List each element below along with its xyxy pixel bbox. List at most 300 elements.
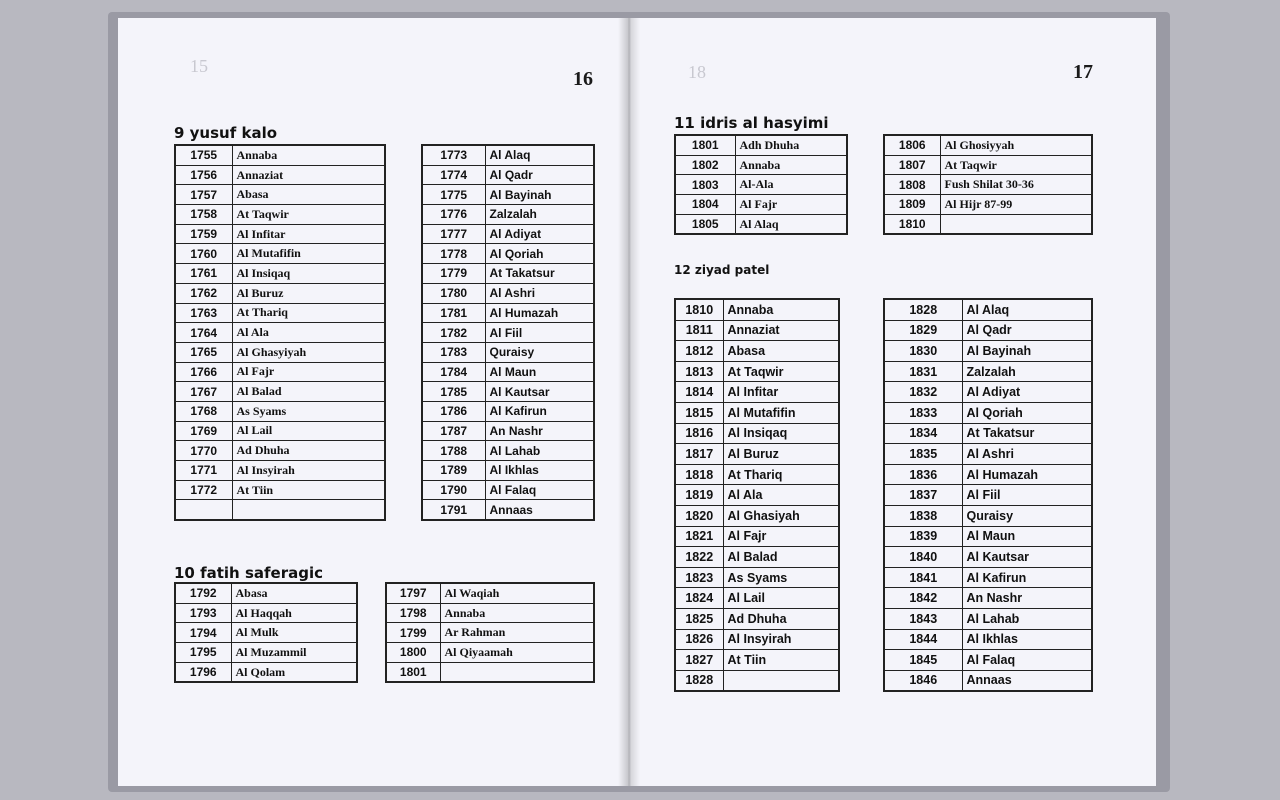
entry-number: 1765: [175, 342, 232, 362]
surah-name: Al Adiyat: [485, 224, 594, 244]
entry-number: 1792: [175, 583, 231, 603]
table-row: [386, 583, 594, 603]
entry-number: 1814: [675, 382, 723, 403]
table-row: [422, 441, 594, 461]
table-row: [175, 643, 357, 663]
table-row: [884, 214, 1092, 234]
table-row: [884, 175, 1092, 195]
entry-number: 1799: [386, 623, 440, 643]
surah-name: Quraisy: [485, 342, 594, 362]
surah-name: Al Ikhlas: [962, 629, 1092, 650]
entry-number: 1780: [422, 283, 485, 303]
table-row: [386, 623, 594, 643]
entry-number: 1828: [675, 670, 723, 691]
entry-number: 1796: [175, 662, 231, 682]
entry-number: 1807: [884, 155, 940, 175]
surah-name: At Tiin: [723, 650, 839, 671]
table-row: [386, 643, 594, 663]
table-row: [675, 214, 847, 234]
table-row: [175, 224, 385, 244]
table-row: [675, 320, 839, 341]
table-row: [175, 500, 385, 520]
table-row: [422, 323, 594, 343]
table-row: [884, 629, 1092, 650]
table-row: [675, 485, 839, 506]
entry-number: 1821: [675, 526, 723, 547]
surah-name: Al Hijr 87-99: [940, 195, 1092, 215]
surah-name: [440, 662, 594, 682]
entry-number: 1805: [675, 214, 735, 234]
table-row: [884, 135, 1092, 155]
table-row: [884, 341, 1092, 362]
surah-name: An Nashr: [962, 588, 1092, 609]
surah-name: As Syams: [723, 567, 839, 588]
table-row: [675, 505, 839, 526]
surah-name: Al Buruz: [232, 283, 385, 303]
entry-number: 1789: [422, 461, 485, 481]
table-row: [884, 608, 1092, 629]
table-row: [675, 629, 839, 650]
surah-name: Al Infitar: [232, 224, 385, 244]
entry-number: 1844: [884, 629, 962, 650]
surah-name: Al Lahab: [962, 608, 1092, 629]
surah-name: Abasa: [232, 185, 385, 205]
entry-number: 1808: [884, 175, 940, 195]
surah-name: Al Kafirun: [485, 401, 594, 421]
surah-name: [232, 500, 385, 520]
entry-number: 1794: [175, 623, 231, 643]
entry-number: 1832: [884, 382, 962, 403]
surah-name: Quraisy: [962, 505, 1092, 526]
surah-name: Al Mulk: [231, 623, 357, 643]
table-row: [422, 500, 594, 520]
surah-name: Al Haqqah: [231, 603, 357, 623]
table-row: [675, 175, 847, 195]
surah-name: Al Maun: [485, 362, 594, 382]
entry-number: 1810: [884, 214, 940, 234]
table-row: [884, 526, 1092, 547]
entry-number: 1782: [422, 323, 485, 343]
entry-number: 1797: [386, 583, 440, 603]
entry-number: 1795: [175, 643, 231, 663]
surah-name: Al Kautsar: [485, 382, 594, 402]
entry-number: 1812: [675, 341, 723, 362]
surah-name: Annaba: [232, 145, 385, 165]
surah-name: Al Balad: [723, 547, 839, 568]
entry-number: 1783: [422, 342, 485, 362]
entry-number: 1823: [675, 567, 723, 588]
entry-number: 1787: [422, 421, 485, 441]
table-row: [884, 505, 1092, 526]
table-row: [675, 382, 839, 403]
entry-number: 1819: [675, 485, 723, 506]
table-row: [175, 401, 385, 421]
table-row: [175, 421, 385, 441]
surah-name: Fush Shilat 30-36: [940, 175, 1092, 195]
table-row: [675, 135, 847, 155]
table-row: [884, 320, 1092, 341]
table-row: [175, 145, 385, 165]
surah-name: At Taqwir: [723, 361, 839, 382]
entry-number: 1761: [175, 264, 232, 284]
surah-name: Al Qadr: [962, 320, 1092, 341]
surah-name: Annaziat: [723, 320, 839, 341]
surah-name: Al Bayinah: [962, 341, 1092, 362]
table-row: [175, 662, 357, 682]
table-row: [884, 423, 1092, 444]
surah-name: Al Ghasiyah: [723, 505, 839, 526]
table-row: [884, 299, 1092, 320]
table-row: [884, 155, 1092, 175]
page-number-left: 16: [573, 68, 593, 90]
ghost-page-number-right: 18: [688, 62, 706, 82]
table-row: [675, 361, 839, 382]
entry-number: 1788: [422, 441, 485, 461]
table-row: [675, 423, 839, 444]
table-row: [884, 670, 1092, 691]
surah-name: Al Fiil: [962, 485, 1092, 506]
surah-name: Al Buruz: [723, 444, 839, 465]
table-row: [422, 283, 594, 303]
entry-number: 1811: [675, 320, 723, 341]
section-10-table-a: [174, 582, 358, 683]
surah-name: Zalzalah: [962, 361, 1092, 382]
entry-number: 1827: [675, 650, 723, 671]
entry-number: 1846: [884, 670, 962, 691]
table-row: [422, 461, 594, 481]
table-row: [386, 662, 594, 682]
surah-name: Al Fajr: [723, 526, 839, 547]
surah-name: Al Alaq: [735, 214, 847, 234]
surah-name: Al Insiqaq: [232, 264, 385, 284]
table-row: [675, 650, 839, 671]
table-row: [175, 244, 385, 264]
entry-number: 1785: [422, 382, 485, 402]
surah-name: Al Ghasyiyah: [232, 342, 385, 362]
entry-number: 1815: [675, 402, 723, 423]
entry-number: 1781: [422, 303, 485, 323]
entry-number: 1842: [884, 588, 962, 609]
entry-number: 1779: [422, 264, 485, 284]
table-row: [175, 362, 385, 382]
surah-name: At Taqwir: [940, 155, 1092, 175]
entry-number: 1803: [675, 175, 735, 195]
entry-number: 1829: [884, 320, 962, 341]
surah-name: Annaas: [485, 500, 594, 520]
surah-name: Al Humazah: [485, 303, 594, 323]
surah-name: Al Insyirah: [232, 461, 385, 481]
table-row: [422, 205, 594, 225]
table-row: [675, 299, 839, 320]
surah-name: Al Qiyaamah: [440, 643, 594, 663]
surah-name: Al Kautsar: [962, 547, 1092, 568]
entry-number: 1820: [675, 505, 723, 526]
table-row: [884, 547, 1092, 568]
entry-number: 1774: [422, 165, 485, 185]
surah-name: Al Alaq: [962, 299, 1092, 320]
surah-name: At Takatsur: [485, 264, 594, 284]
surah-name: Al Ashri: [962, 444, 1092, 465]
entry-number: 1798: [386, 603, 440, 623]
entry-number: 1825: [675, 608, 723, 629]
surah-name: Al Fajr: [735, 195, 847, 215]
entry-number: 1817: [675, 444, 723, 465]
entry-number: 1838: [884, 505, 962, 526]
entry-number: 1763: [175, 303, 232, 323]
entry-number: 1822: [675, 547, 723, 568]
entry-number: 1836: [884, 464, 962, 485]
surah-name: Abasa: [723, 341, 839, 362]
entry-number: 1758: [175, 205, 232, 225]
surah-name: Al Insyirah: [723, 629, 839, 650]
entry-number: 1768: [175, 401, 232, 421]
entry-number: 1810: [675, 299, 723, 320]
surah-name: Al Muzammil: [231, 643, 357, 663]
entry-number: 1833: [884, 402, 962, 423]
entry-number: 1791: [422, 500, 485, 520]
table-row: [422, 165, 594, 185]
surah-name: Zalzalah: [485, 205, 594, 225]
table-row: [175, 185, 385, 205]
table-row: [422, 264, 594, 284]
table-row: [175, 441, 385, 461]
table-row: [422, 224, 594, 244]
table-row: [422, 342, 594, 362]
surah-name: At Taqwir: [232, 205, 385, 225]
table-row: [675, 670, 839, 691]
table-row: [675, 155, 847, 175]
entry-number: 1777: [422, 224, 485, 244]
entry-number: 1766: [175, 362, 232, 382]
entry-number: 1778: [422, 244, 485, 264]
surah-name: Al Falaq: [485, 480, 594, 500]
entry-number: 1756: [175, 165, 232, 185]
table-row: [675, 464, 839, 485]
table-row: [884, 464, 1092, 485]
entry-number: 1835: [884, 444, 962, 465]
table-row: [175, 303, 385, 323]
entry-number: 1840: [884, 547, 962, 568]
table-row: [422, 401, 594, 421]
surah-name: Al Balad: [232, 382, 385, 402]
table-row: [175, 583, 357, 603]
surah-name: At Takatsur: [962, 423, 1092, 444]
table-row: [675, 567, 839, 588]
surah-name: Adh Dhuha: [735, 135, 847, 155]
table-row: [175, 165, 385, 185]
table-row: [675, 608, 839, 629]
table-row: [175, 480, 385, 500]
surah-name: Al Ashri: [485, 283, 594, 303]
surah-name: Al Lail: [723, 588, 839, 609]
entry-number: 1824: [675, 588, 723, 609]
table-row: [884, 485, 1092, 506]
surah-name: Al Ala: [232, 323, 385, 343]
entry-number: 1771: [175, 461, 232, 481]
table-row: [675, 402, 839, 423]
entry-number: 1839: [884, 526, 962, 547]
surah-name: Annaziat: [232, 165, 385, 185]
section-9-table-a: [174, 144, 386, 521]
surah-name: Annaba: [735, 155, 847, 175]
entry-number: 1809: [884, 195, 940, 215]
entry-number: 1772: [175, 480, 232, 500]
table-row: [675, 588, 839, 609]
surah-name: [940, 214, 1092, 234]
table-row: [884, 444, 1092, 465]
section-12-title: 12 ziyad patel: [674, 263, 770, 277]
entry-number: 1843: [884, 608, 962, 629]
ghost-page-number-left: 15: [190, 56, 208, 76]
table-row: [175, 382, 385, 402]
section-11-title: 11 idris al hasyimi: [674, 114, 829, 132]
surah-name: At Thariq: [723, 464, 839, 485]
entry-number: 1834: [884, 423, 962, 444]
surah-name: [723, 670, 839, 691]
section-9-table-b: [421, 144, 595, 521]
table-row: [175, 283, 385, 303]
table-row: [175, 603, 357, 623]
table-row: [675, 341, 839, 362]
entry-number: 1806: [884, 135, 940, 155]
entry-number: 1830: [884, 341, 962, 362]
entry-number: 1767: [175, 382, 232, 402]
table-row: [422, 421, 594, 441]
entry-number: 1845: [884, 650, 962, 671]
entry-number: 1790: [422, 480, 485, 500]
entry-number: 1841: [884, 567, 962, 588]
entry-number: 1769: [175, 421, 232, 441]
surah-name: Al Insiqaq: [723, 423, 839, 444]
section-9-title: 9 yusuf kalo: [174, 124, 278, 142]
entry-number: 1804: [675, 195, 735, 215]
surah-name: Ad Dhuha: [723, 608, 839, 629]
entry-number: 1801: [675, 135, 735, 155]
table-row: [422, 303, 594, 323]
table-row: [675, 444, 839, 465]
surah-name: An Nashr: [485, 421, 594, 441]
table-row: [386, 603, 594, 623]
table-row: [884, 650, 1092, 671]
table-row: [884, 382, 1092, 403]
entry-number: 1775: [422, 185, 485, 205]
surah-name: Annaas: [962, 670, 1092, 691]
book-gutter: [618, 18, 640, 786]
entry-number: 1770: [175, 441, 232, 461]
table-row: [175, 623, 357, 643]
table-row: [175, 461, 385, 481]
entry-number: 1755: [175, 145, 232, 165]
surah-name: Al Ala: [723, 485, 839, 506]
table-row: [422, 362, 594, 382]
surah-name: Al Fajr: [232, 362, 385, 382]
entry-number: 1818: [675, 464, 723, 485]
surah-name: Al Adiyat: [962, 382, 1092, 403]
table-row: [175, 342, 385, 362]
table-row: [175, 264, 385, 284]
surah-name: At Tiin: [232, 480, 385, 500]
table-row: [422, 480, 594, 500]
entry-number: 1760: [175, 244, 232, 264]
table-row: [422, 145, 594, 165]
entry-number: 1800: [386, 643, 440, 663]
entry-number: 1802: [675, 155, 735, 175]
surah-name: Al Qoriah: [485, 244, 594, 264]
surah-name: Al Fiil: [485, 323, 594, 343]
section-12-table-b: [883, 298, 1093, 692]
surah-name: Al Ghosiyyah: [940, 135, 1092, 155]
section-11-table-a: [674, 134, 848, 235]
surah-name: Al Kafirun: [962, 567, 1092, 588]
entry-number: 1784: [422, 362, 485, 382]
page-number-right: 17: [1073, 61, 1093, 83]
table-row: [422, 244, 594, 264]
table-row: [175, 205, 385, 225]
surah-name: Al Qoriah: [962, 402, 1092, 423]
surah-name: Al Lahab: [485, 441, 594, 461]
entry-number: 1801: [386, 662, 440, 682]
entry-number: [175, 500, 232, 520]
section-12-table-a: [674, 298, 840, 692]
surah-name: Al Falaq: [962, 650, 1092, 671]
surah-name: Annaba: [723, 299, 839, 320]
surah-name: Abasa: [231, 583, 357, 603]
surah-name: Al Mutafifin: [723, 402, 839, 423]
table-row: [884, 402, 1092, 423]
entry-number: 1826: [675, 629, 723, 650]
table-row: [675, 195, 847, 215]
table-row: [175, 323, 385, 343]
surah-name: Al Lail: [232, 421, 385, 441]
entry-number: 1759: [175, 224, 232, 244]
table-row: [675, 547, 839, 568]
surah-name: Ad Dhuha: [232, 441, 385, 461]
surah-name: Al Humazah: [962, 464, 1092, 485]
section-10-table-b: [385, 582, 595, 683]
entry-number: 1773: [422, 145, 485, 165]
surah-name: Ar Rahman: [440, 623, 594, 643]
table-row: [884, 588, 1092, 609]
entry-number: 1762: [175, 283, 232, 303]
entry-number: 1837: [884, 485, 962, 506]
table-row: [675, 526, 839, 547]
surah-name: As Syams: [232, 401, 385, 421]
entry-number: 1786: [422, 401, 485, 421]
entry-number: 1831: [884, 361, 962, 382]
entry-number: 1828: [884, 299, 962, 320]
entry-number: 1813: [675, 361, 723, 382]
table-row: [884, 195, 1092, 215]
surah-name: Al Qolam: [231, 662, 357, 682]
entry-number: 1764: [175, 323, 232, 343]
table-row: [884, 567, 1092, 588]
surah-name: Al Maun: [962, 526, 1092, 547]
table-row: [884, 361, 1092, 382]
entry-number: 1776: [422, 205, 485, 225]
surah-name: Annaba: [440, 603, 594, 623]
entry-number: 1757: [175, 185, 232, 205]
table-row: [422, 185, 594, 205]
entry-number: 1793: [175, 603, 231, 623]
surah-name: Al Bayinah: [485, 185, 594, 205]
surah-name: Al-Ala: [735, 175, 847, 195]
surah-name: Al Qadr: [485, 165, 594, 185]
section-10-title: 10 fatih saferagic: [174, 564, 323, 582]
section-11-table-b: [883, 134, 1093, 235]
surah-name: Al Ikhlas: [485, 461, 594, 481]
table-row: [422, 382, 594, 402]
surah-name: At Thariq: [232, 303, 385, 323]
